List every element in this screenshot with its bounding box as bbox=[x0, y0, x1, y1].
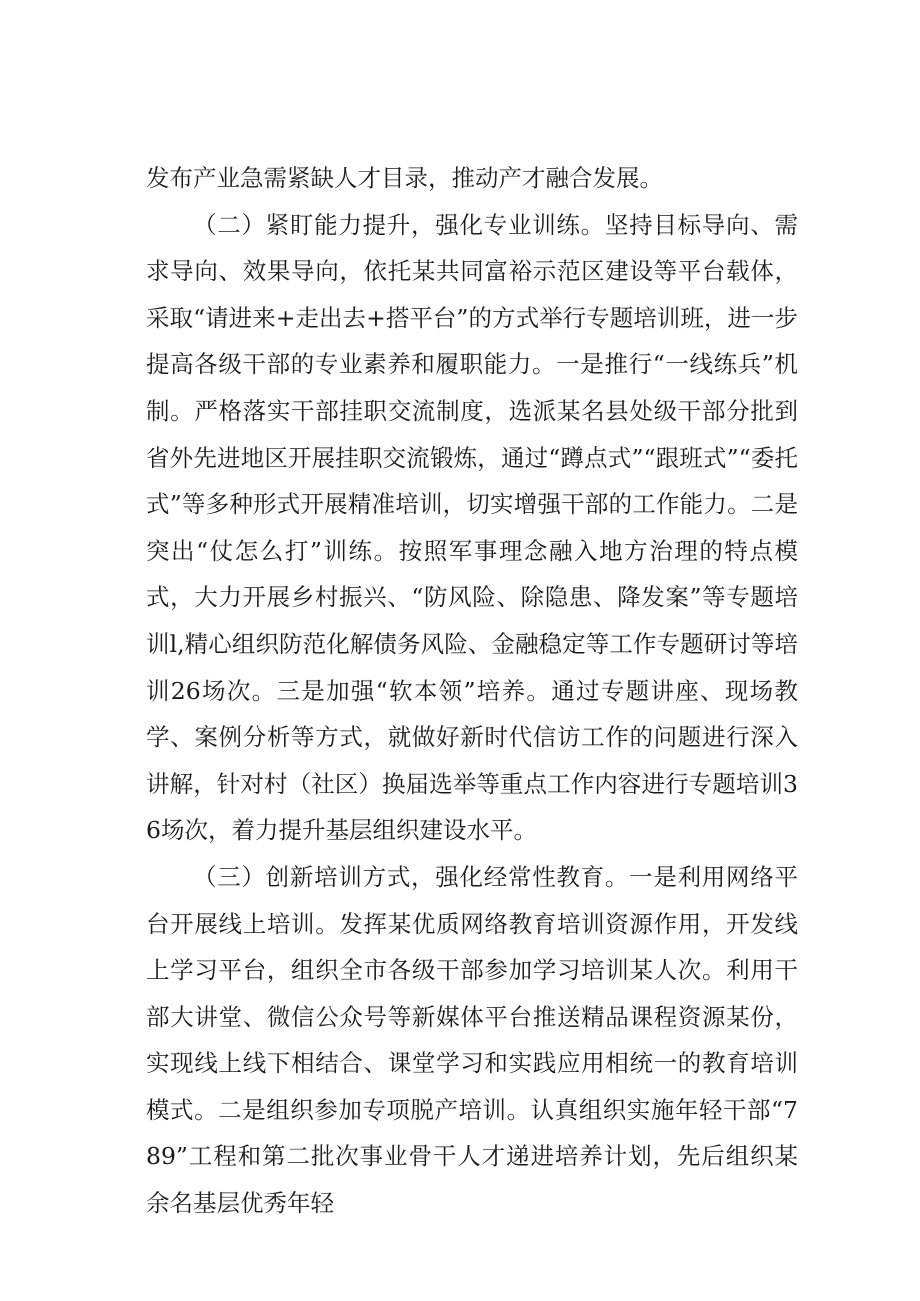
paragraph-section-three: （三）创新培训方式，强化经常性教育。一是利用网络平台开展线上培训。发挥某优质网络教育培训资源作用，开发线上学习平台，组织全市各级干部参加学习培训某人次。利用干部大讲堂、微信公众号等新媒体平台推送精品课程资源某份，实现线上线下相结合、课堂学习和实践应用相统一的教育培训模式。二是组织参加专项脱产培训。认真组织实施年轻干部“789”工程和第二批次事业骨干人才递进培养计划，先后组织某余名基层优秀年轻 bbox=[146, 862, 798, 1218]
paragraph-section-two: （二）紧盯能力提升，强化专业训练。坚持目标导向、需求导向、效果导向，依托某共同富裕示范区建设等平台载体，采取“请进来+走出去+搭平台”的方式举行专题培训班，进一步提高各级干部的专业素养和履职能力。一是推行“一线练兵”机制。严格落实干部挂职交流制度，选派某名县处级干部分批到省外先进地区开展挂职交流锻炼，通过“蹲点式”“跟班式”“委托式”等多种形式开展精准培训，切实增强干部的工作能力。二是突出“仗怎么打”训练。按照军事理念融入地方治理的特点模式，大力开展乡村振兴、“防风险、除隐患、降发案”等专题培训l,精心组织防范化解债务风险、金融稳定等工作专题研讨等培训26场次。三是加强“软本领”培养。通过专题讲座、现场教学、案例分析等方式，就做好新时代信访工作的问题进行深入讲解，针对村（社区）换届选举等重点工作内容进行专题培训36场次，着力提升基层组织建设水平。 bbox=[146, 210, 798, 845]
document-body bbox=[146, 155, 798, 1227]
paragraph-continuation: 发布产业急需紧缺人才目录，推动产才融合发展。 bbox=[146, 164, 663, 192]
